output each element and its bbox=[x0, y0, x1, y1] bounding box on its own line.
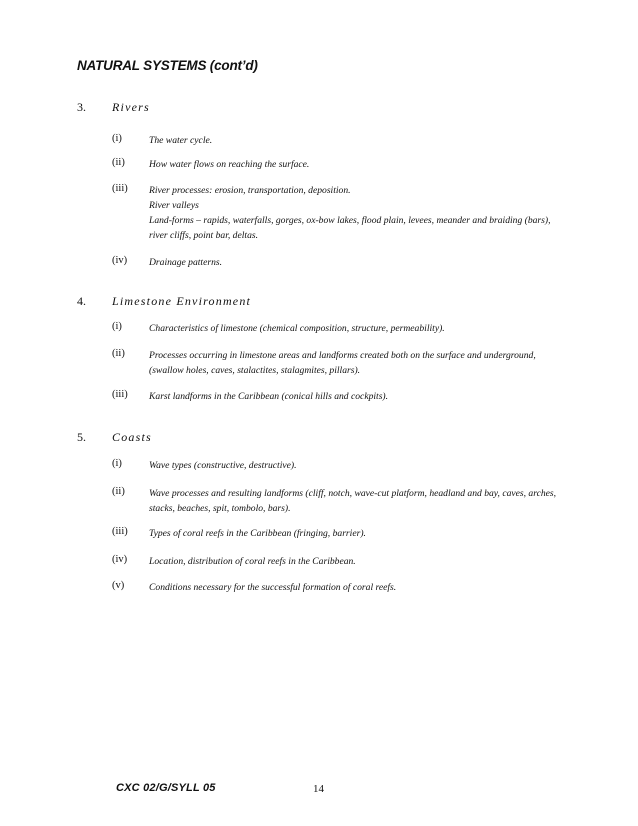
item-number: (iii) bbox=[112, 183, 128, 194]
section-number: 3. bbox=[77, 100, 86, 114]
item-line: Land-forms – rapids, waterfalls, gorges, ox-bow lakes, flood plain, levees, meander and braiding (bars), bbox=[149, 215, 551, 226]
item-text bbox=[149, 348, 569, 378]
item-number: (i) bbox=[112, 133, 122, 144]
item-text bbox=[149, 133, 569, 148]
syllabus-code: CXC 02/G/SYLL 05 bbox=[116, 782, 216, 794]
section-title: Coasts bbox=[112, 430, 152, 444]
item-line: River valleys bbox=[149, 200, 199, 211]
item-text bbox=[149, 554, 569, 569]
item-line: River processes: erosion, transportation, deposition. bbox=[149, 185, 351, 196]
item-text bbox=[149, 486, 569, 516]
page-number: 14 bbox=[313, 783, 324, 795]
item-text bbox=[149, 458, 569, 473]
section-title: Limestone Environment bbox=[112, 294, 252, 308]
item-line: Processes occurring in limestone areas and landforms created both on the surface and underground, bbox=[149, 350, 536, 361]
section-title: Rivers bbox=[112, 100, 150, 114]
section-number: 5. bbox=[77, 430, 86, 444]
item-number: (ii) bbox=[112, 486, 125, 497]
item-text bbox=[149, 157, 569, 172]
item-line: Karst landforms in the Caribbean (conical hills and cockpits). bbox=[149, 391, 389, 402]
item-text bbox=[149, 580, 569, 595]
item-line: The water cycle. bbox=[149, 135, 213, 146]
item-number: (iv) bbox=[112, 554, 128, 565]
item-line: Conditions necessary for the successful formation of coral reefs. bbox=[149, 582, 397, 593]
item-line: Drainage patterns. bbox=[149, 257, 223, 268]
item-line: Location, distribution of coral reefs in the Caribbean. bbox=[149, 556, 356, 567]
item-line: How water flows on reaching the surface. bbox=[149, 159, 310, 170]
item-text bbox=[149, 526, 569, 541]
item-number: (iii) bbox=[112, 526, 128, 537]
item-line: Characteristics of limestone (chemical composition, structure, permeability). bbox=[149, 323, 445, 334]
item-line: (swallow holes, caves, stalactites, stalagmites, pillars). bbox=[149, 365, 361, 376]
item-line: river cliffs, point bar, deltas. bbox=[149, 230, 258, 241]
item-text bbox=[149, 183, 569, 243]
section-number: 4. bbox=[77, 294, 86, 308]
item-number: (iii) bbox=[112, 389, 128, 400]
item-text bbox=[149, 321, 569, 336]
item-text bbox=[149, 389, 569, 404]
item-line: Types of coral reefs in the Caribbean (fringing, barrier). bbox=[149, 528, 366, 539]
item-number: (i) bbox=[112, 458, 122, 469]
item-line: Wave types (constructive, destructive). bbox=[149, 460, 297, 471]
page-heading: NATURAL SYSTEMS (cont’d) bbox=[77, 58, 258, 73]
item-number: (ii) bbox=[112, 348, 125, 359]
item-number: (ii) bbox=[112, 157, 125, 168]
item-line: Wave processes and resulting landforms (cliff, notch, wave-cut platform, headland and bay, caves, arches, bbox=[149, 488, 557, 499]
item-text bbox=[149, 255, 569, 270]
item-number: (v) bbox=[112, 580, 125, 591]
item-line: stacks, beaches, spit, tombolo, bars). bbox=[149, 503, 291, 514]
item-number: (i) bbox=[112, 321, 122, 332]
item-number: (iv) bbox=[112, 255, 128, 266]
